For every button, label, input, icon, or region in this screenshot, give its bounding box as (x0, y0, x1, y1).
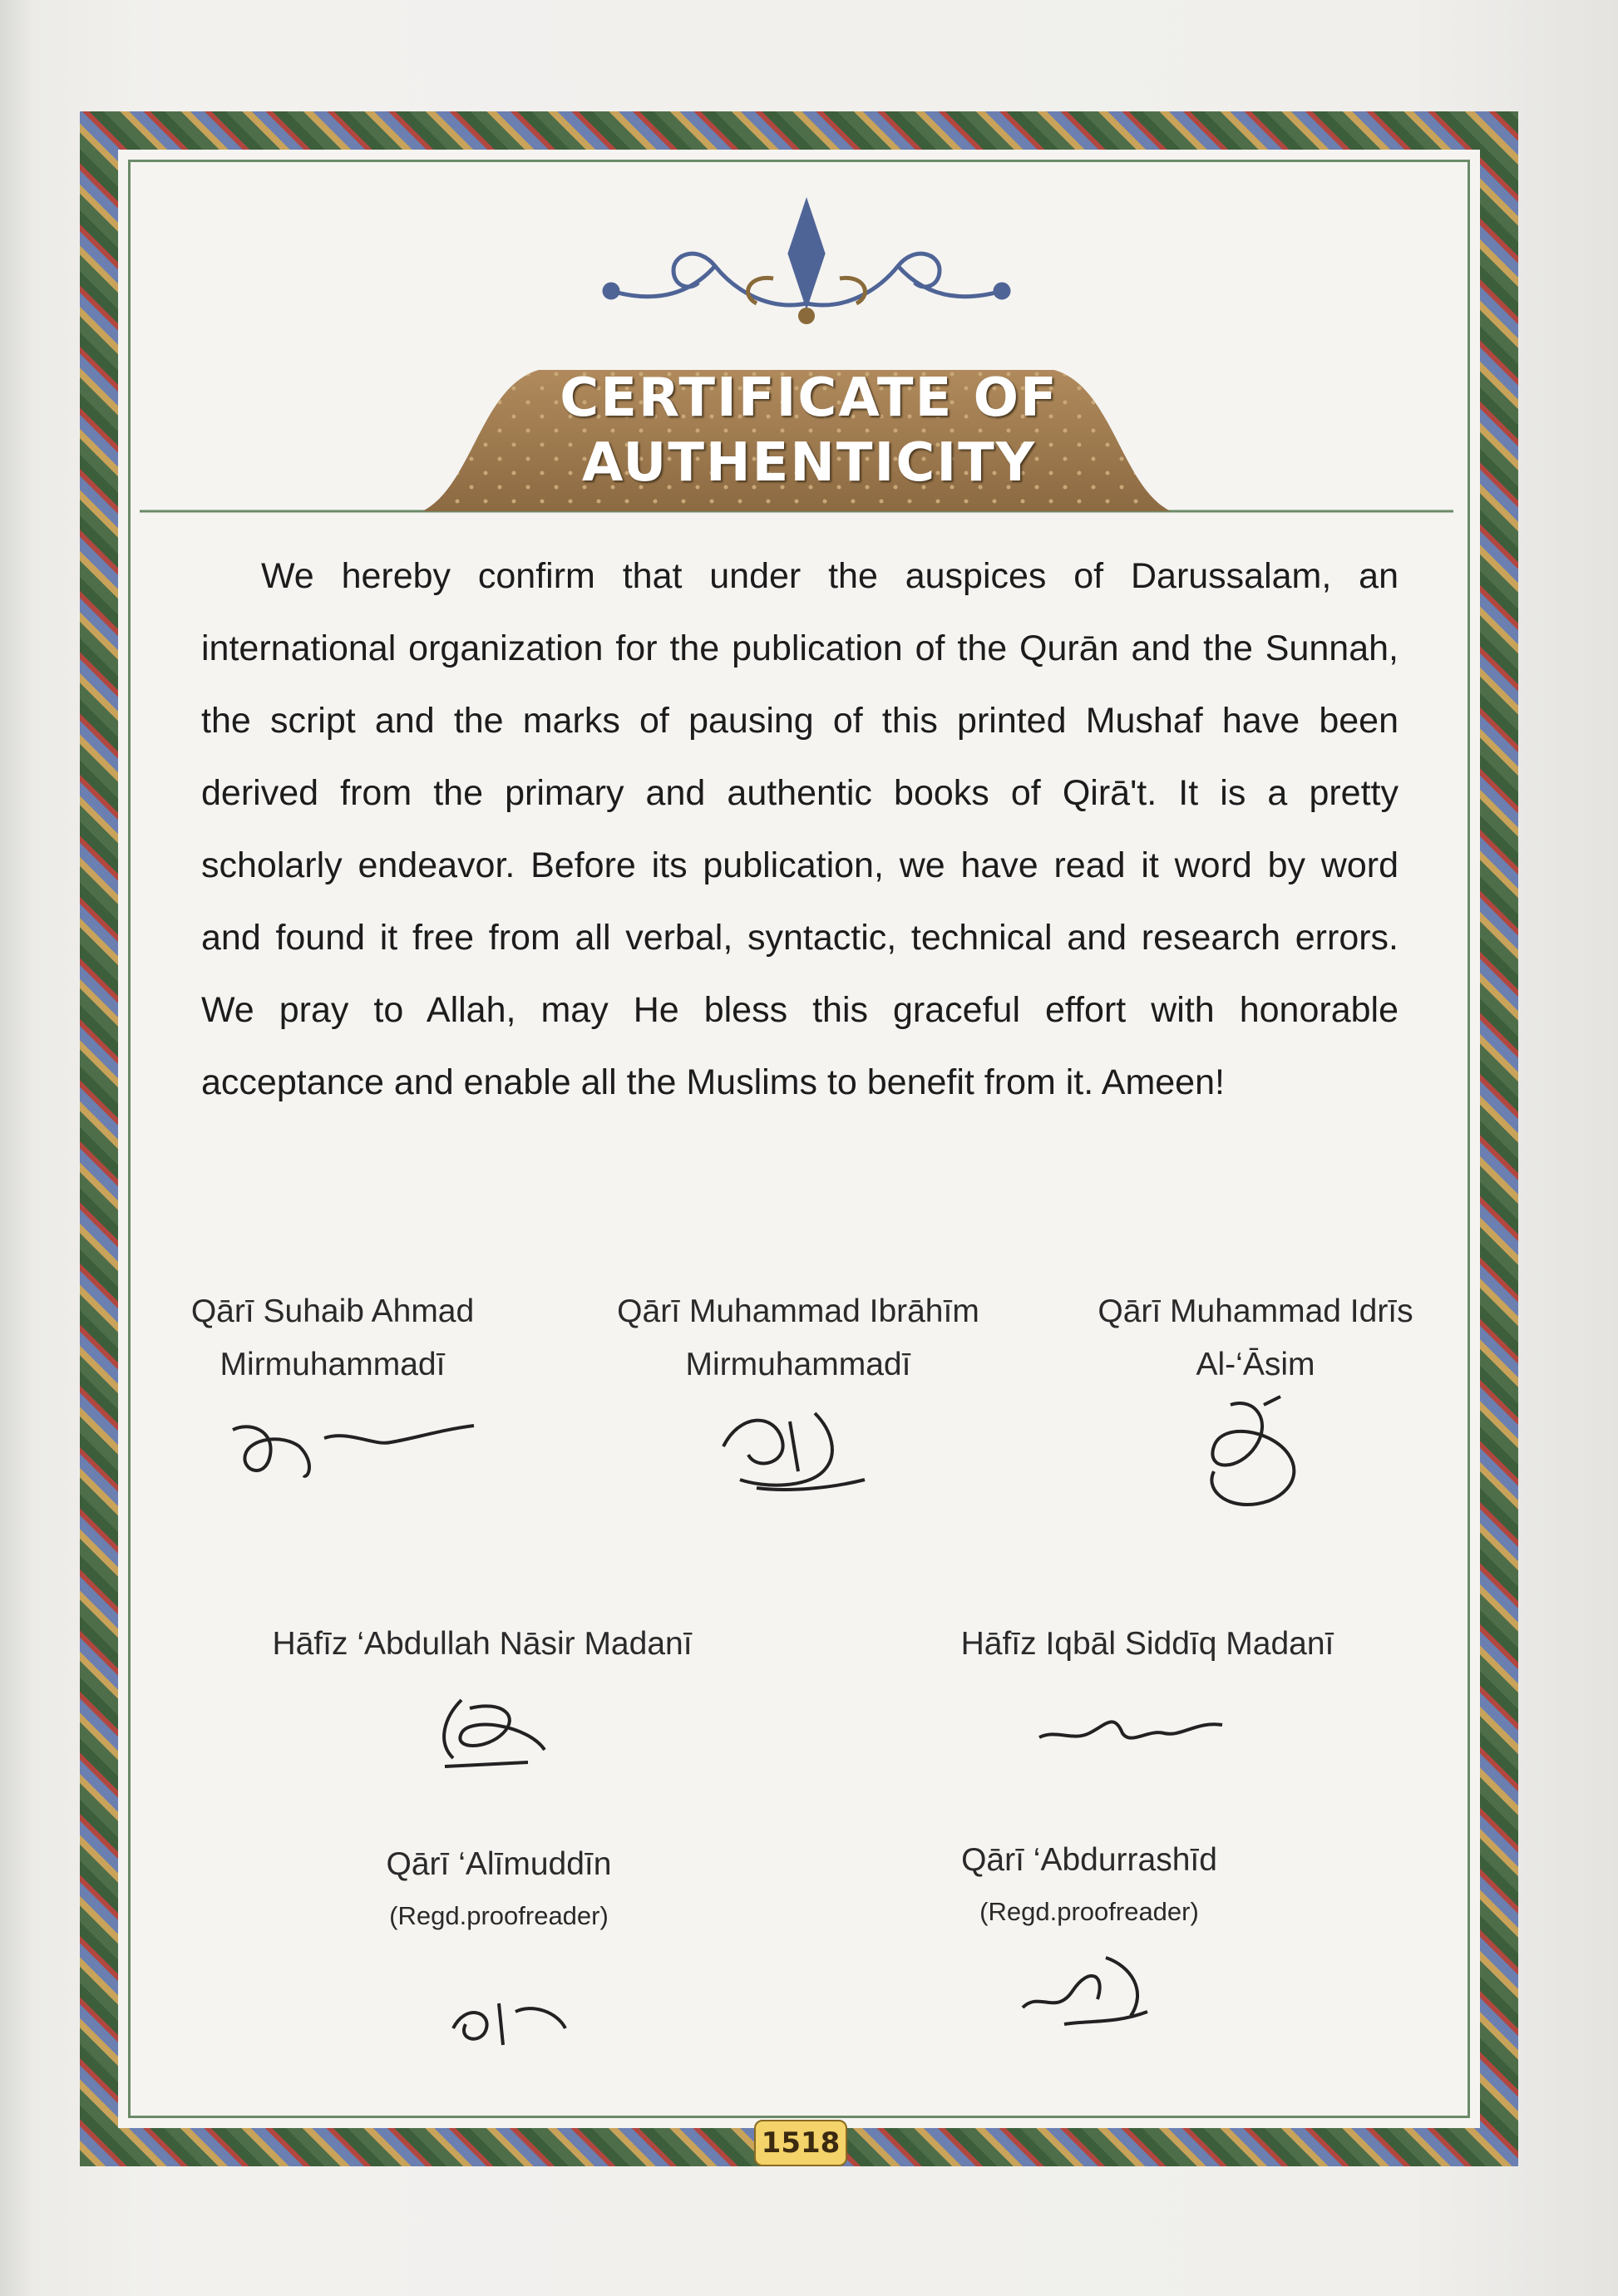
signatory-6-name: Qārī ‘Alīmuddīn (Regd.proofreader) (386, 1846, 612, 1930)
signatory-2-name: Qārī Muhammad Ibrāhīm Mirmuhammadī (617, 1293, 979, 1382)
title-line-1: CERTIFICATE OF (560, 367, 1058, 429)
signature-5 (1031, 1696, 1231, 1766)
signature-2-image (707, 1397, 873, 1505)
signatory-4-name: Hāfīz ‘Abdullah Nāsir Madanī (272, 1626, 693, 1662)
signature-2 (707, 1397, 873, 1509)
floral-ornament-icon (599, 187, 1014, 328)
page-number: 1518 (754, 2120, 847, 2166)
signatory-3-name: Qārī Muhammad Idrīs Al-‘Āsim (1098, 1293, 1413, 1382)
signatory-5-name: Hāfīz Iqbāl Siddīq Madanī (960, 1626, 1334, 1662)
signature-6 (441, 1978, 574, 2057)
certificate-title (0, 366, 1618, 495)
signature-1-image (224, 1397, 491, 1488)
title-line-2: AUTHENTICITY (581, 432, 1037, 494)
signatory-1-name: Qārī Suhaib Ahmad Mirmuhammadī (190, 1293, 475, 1382)
signature-3 (1181, 1388, 1322, 1525)
signatory-7-name: Qārī ‘Abdurrashīd (Regd.proofreader) (961, 1842, 1217, 1926)
signature-4 (420, 1683, 561, 1787)
signature-5-image (1031, 1696, 1231, 1762)
certificate-body: We hereby confirm that under the auspices of Darussalam, an international organization for the publication of the Qurān and the Sunnah, the script and the marks of pausing of this printed Mushaf have been derived from the primary and authentic books of Qirā't. It is a pretty scholarly endeavor. Before its publication, we have read it word by word and found it free from all verbal, syntactic, technical and research errors. We pray to Allah, may He bless this graceful effort with honorable acceptance and enable all the Muslims to benefit from it. Ameen! (201, 556, 1398, 1102)
signature-1 (224, 1397, 491, 1492)
signature-6-image (441, 1978, 574, 2053)
signature-7-image (1014, 1941, 1164, 2032)
signature-3-image (1181, 1388, 1322, 1521)
signature-7 (1014, 1941, 1164, 2037)
signature-4-image (420, 1683, 561, 1783)
